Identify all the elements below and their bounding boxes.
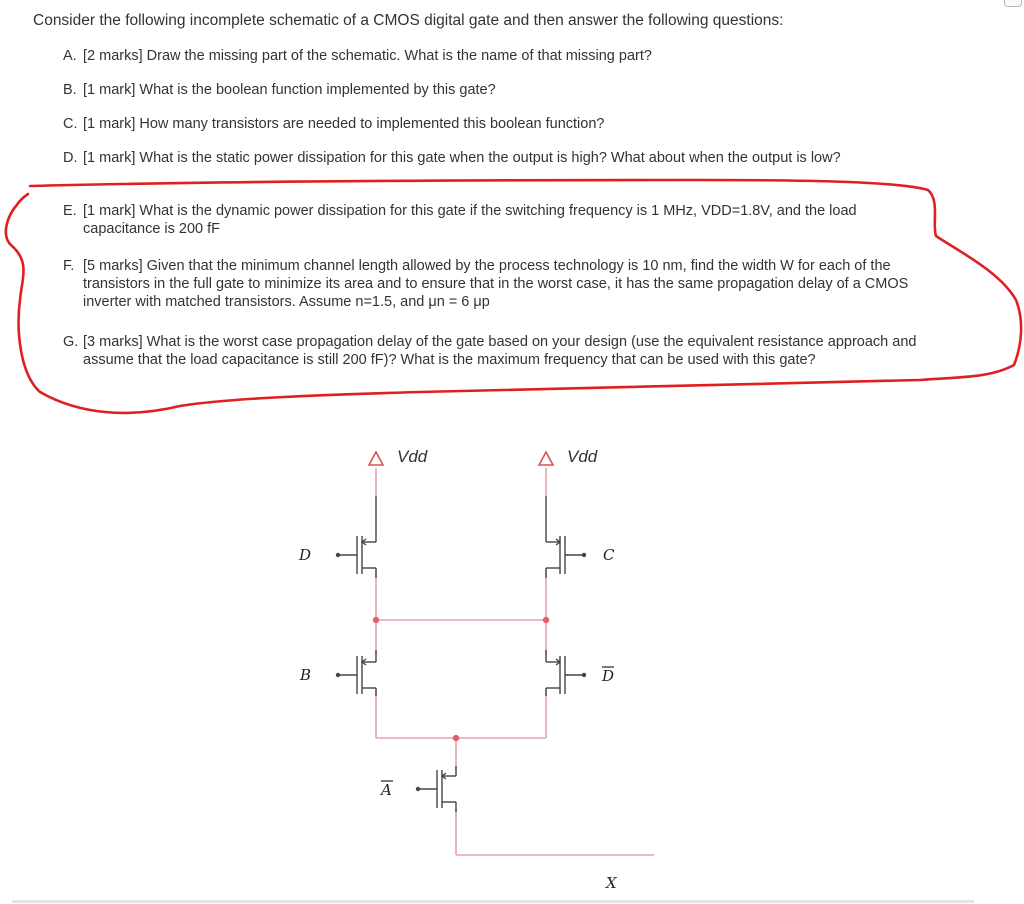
question-letter: A.	[63, 48, 77, 64]
question-text: [1 mark] What is the static power dissipation for this gate when the output is high? What about when the output is low?	[83, 150, 841, 166]
input-label-d: D	[299, 546, 312, 564]
red-annotation-outline	[6, 180, 1021, 413]
input-label-abar: A	[381, 781, 392, 799]
vdd-label-left: Vdd	[397, 447, 428, 466]
node-dot	[543, 617, 549, 623]
input-pin-dot	[416, 787, 420, 791]
question-letter: G.	[63, 334, 79, 350]
question-text: [1 mark] How many transistors are needed to implemented this boolean function?	[83, 116, 605, 132]
transistor-c	[546, 496, 582, 578]
vdd-arrow-icon	[369, 452, 383, 465]
question-letter: E.	[63, 203, 77, 219]
question-text: [1 mark] What is the dynamic power dissipation for this gate if the switching frequency is 1 MHz, VDD=1.8V, and the load capacitance is 200 fF	[83, 203, 857, 237]
input-pin-dot	[582, 553, 586, 557]
question-letter: C.	[63, 116, 78, 132]
transistor-abar	[420, 766, 456, 812]
transistor-dbar	[546, 650, 582, 696]
output-label-x: X	[606, 874, 617, 892]
schematic-wires	[376, 468, 654, 855]
transistor-d	[340, 496, 376, 578]
question-text: [5 marks] Given that the minimum channel length allowed by the process technology is 10 nm, find the width W for each of the transistors in the full gate to minimize its area and to ensure that in the worst case, it has the same propagation delay of a CMOS inverter with matched transistors. Assume n=1.5, and μn = 6 μp	[83, 258, 909, 310]
question-text: [2 marks] Draw the missing part of the schematic. What is the name of that missing part?	[83, 48, 652, 64]
input-pin-dot	[336, 553, 340, 557]
vdd-arrow-icon	[539, 452, 553, 465]
input-label-b: B	[300, 666, 312, 684]
question-intro: Consider the following incomplete schematic of a CMOS digital gate and then answer the following questions:	[33, 12, 784, 29]
question-text: [1 mark] What is the boolean function implemented by this gate?	[83, 82, 496, 98]
question-letter: B.	[63, 82, 77, 98]
input-pin-dot	[582, 673, 586, 677]
node-dot	[373, 617, 379, 623]
input-pin-dot	[336, 673, 340, 677]
question-text: [3 marks] What is the worst case propagation delay of the gate based on your design (use the equivalent resistance approach and assume that the load capacitance is still 200 fF)? What is the maximum frequency that can be used with this gate?	[83, 334, 917, 368]
node-dot	[453, 735, 459, 741]
transistor-b	[340, 650, 376, 696]
question-letter: D.	[63, 150, 78, 166]
input-label-c: C	[603, 546, 615, 564]
input-label-dbar: D	[602, 667, 615, 685]
question-letter: F.	[63, 258, 75, 274]
vdd-label-right: Vdd	[567, 447, 598, 466]
